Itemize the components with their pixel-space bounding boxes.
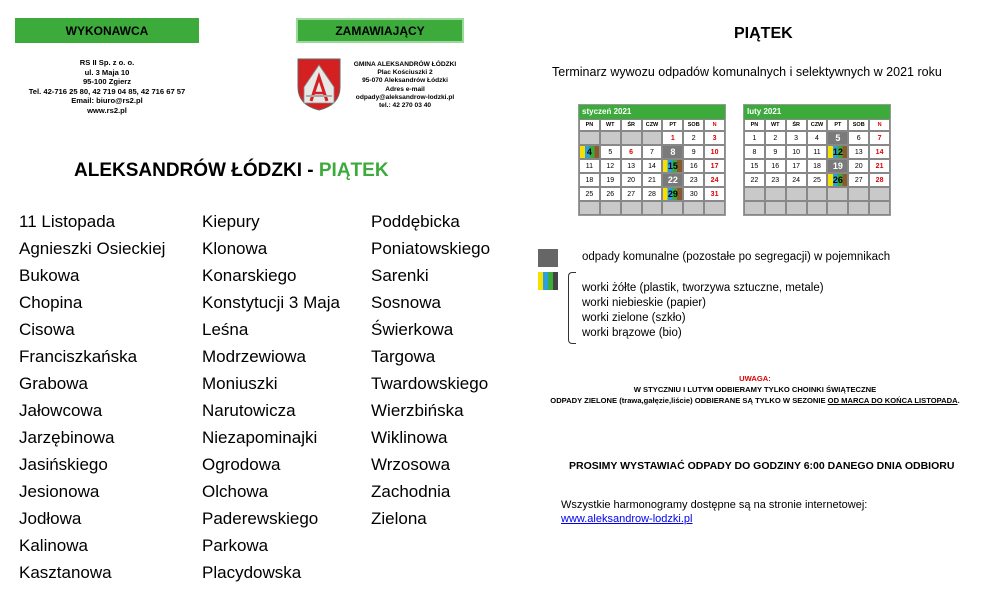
calendar-day-cell: 1 [662, 131, 683, 145]
calendar-day-cell: 13 [848, 145, 869, 159]
calendar-day-name: SOB [683, 119, 704, 131]
calendar-empty-cell [579, 201, 600, 215]
page-title [74, 160, 389, 182]
legend-bags-swatch [538, 272, 558, 290]
street-name: Agnieszki Osieckiej [19, 239, 166, 258]
client-line: 95-070 Aleksandrów Łódzki [362, 77, 448, 85]
client-line: Plac Kościuszki 2 [377, 69, 433, 77]
legend-bag-brown: worki brązowe (bio) [582, 327, 682, 339]
calendar-day-name: PT [827, 119, 848, 131]
calendar-empty-cell [642, 201, 663, 215]
calendar-day-cell: 18 [807, 159, 828, 173]
street-name: Wrzosowa [371, 455, 451, 474]
street-name: Zielona [371, 509, 427, 528]
calendar-day-cell: 29 [662, 187, 683, 201]
calendar-day-cell: 22 [662, 173, 683, 187]
calendar-day-cell: 12 [827, 145, 848, 159]
calendar-day-cell: 14 [642, 159, 663, 173]
calendar-day-cell: 18 [579, 173, 600, 187]
calendar-empty-cell [642, 131, 663, 145]
street-name: Targowa [371, 347, 436, 366]
calendar-day-name: ŚR [621, 119, 642, 131]
calendar-month-name: luty 2021 [744, 105, 890, 119]
calendar-day-cell: 6 [621, 145, 642, 159]
title-day: PIĄTEK [318, 160, 389, 181]
notice-line-2 [520, 395, 990, 406]
contractor-line: Tel. 42-716 25 80, 42 719 04 85, 42 716 67 57 [28, 86, 186, 96]
calendar-day-cell: 17 [704, 159, 725, 173]
contractor-line: RS II Sp. z o. o. [79, 58, 135, 67]
calendar-empty-cell [621, 131, 642, 145]
calendar-day-cell: 28 [642, 187, 663, 201]
street-name: Paderewskiego [202, 509, 319, 528]
legend-bags-list [582, 281, 824, 341]
calendar-day-cell: 20 [621, 173, 642, 187]
contractor-label: WYKONAWCA [15, 18, 199, 43]
street-name: Jarzębinowa [19, 428, 115, 447]
calendar-empty-cell [869, 187, 890, 201]
calendar-day-cell: 3 [704, 131, 725, 145]
calendar-day-cell: 27 [621, 187, 642, 201]
street-name: Twardowskiego [371, 374, 489, 393]
calendar-day-name: SOB [848, 119, 869, 131]
calendar-day-cell: 9 [683, 145, 704, 159]
calendar-empty-cell [848, 201, 869, 215]
calendar-month-name: styczeń 2021 [579, 105, 725, 119]
contractor-line: Email: biuro@rs2.pl [71, 96, 143, 106]
calendar-day-cell: 25 [579, 187, 600, 201]
notice-line-2b: OD MARCA DO KOŃCA LISTOPADA [827, 396, 958, 405]
calendar-january [578, 104, 726, 216]
coat-of-arms-icon [296, 57, 342, 111]
street-name: Moniuszki [202, 374, 278, 393]
calendar-day-cell: 23 [765, 173, 786, 187]
street-name: Konstytucji 3 Maja [202, 293, 340, 312]
calendar-day-cell: 28 [869, 173, 890, 187]
notice-line-2c: . [957, 396, 960, 405]
street-name: Konarskiego [202, 266, 297, 285]
calendar-day-name: PT [662, 119, 683, 131]
calendar-day-name: ŚR [786, 119, 807, 131]
schedule-day-heading: PIĄTEK [734, 25, 793, 42]
street-name: Jasińskiego [19, 455, 108, 474]
calendar-day-cell: 21 [869, 159, 890, 173]
calendar-day-cell: 4 [807, 131, 828, 145]
calendar-day-cell: 7 [869, 131, 890, 145]
collection-time-notice: PROSIMY WYSTAWIAĆ ODPADY DO GODZINY 6:00 DANEGO DNIA ODBIORU [569, 460, 955, 472]
legend-brace [568, 272, 576, 344]
street-name: Klonowa [202, 239, 268, 258]
street-name: Poniatowskiego [371, 239, 491, 258]
street-name: Świerkowa [371, 320, 454, 339]
calendar-day-cell: 1 [744, 131, 765, 145]
client-line: Adres e-mail [385, 85, 425, 93]
calendar-day-cell: 16 [683, 159, 704, 173]
calendar-grid [744, 119, 890, 215]
street-name: Sosnowa [371, 293, 441, 312]
calendar-empty-cell [807, 187, 828, 201]
calendar-day-name: WT [600, 119, 621, 131]
client-label: ZAMAWIAJĄCY [296, 18, 464, 43]
calendar-day-cell: 9 [765, 145, 786, 159]
calendar-day-cell: 11 [807, 145, 828, 159]
calendar-day-name: PN [744, 119, 765, 131]
calendar-empty-cell [600, 131, 621, 145]
calendar-day-cell: 10 [704, 145, 725, 159]
street-name: Ogrodowa [202, 455, 281, 474]
calendar-empty-cell [765, 187, 786, 201]
calendar-day-cell: 24 [704, 173, 725, 187]
calendar-day-cell: 21 [642, 173, 663, 187]
client-info [342, 61, 468, 110]
calendar-day-name: N [869, 119, 890, 131]
calendar-day-name: PN [579, 119, 600, 131]
contractor-line: ul. 3 Maja 10 [84, 67, 130, 77]
calendar-day-name: CZW [642, 119, 663, 131]
calendar-day-cell: 14 [869, 145, 890, 159]
calendar-day-cell: 3 [786, 131, 807, 145]
street-name: Wierzbińska [371, 401, 464, 420]
calendar-day-cell: 2 [765, 131, 786, 145]
calendar-day-name: N [704, 119, 725, 131]
calendar-empty-cell [786, 187, 807, 201]
street-list-col-1 [19, 208, 165, 586]
street-name: Kiepury [202, 212, 260, 231]
calendar-day-cell: 16 [765, 159, 786, 173]
street-name: Kasztanowa [19, 563, 112, 582]
client-line: tel.: 42 270 03 40 [378, 102, 432, 110]
street-name: Poddębicka [371, 212, 460, 231]
calendar-day-cell: 26 [827, 173, 848, 187]
calendar-day-cell: 24 [786, 173, 807, 187]
all-schedules-text: Wszystkie harmonogramy dostępne są na stronie internetowej: [561, 499, 868, 511]
contractor-info [10, 58, 204, 116]
client-line: odpady@aleksandrow-lodzki.pl [355, 93, 455, 101]
street-list-col-3 [371, 208, 490, 532]
client-line: GMINA ALEKSANDRÓW ŁÓDZKI [353, 61, 457, 68]
calendar-day-cell: 27 [848, 173, 869, 187]
street-list-col-2 [202, 208, 340, 586]
legend-bag-yellow: worki żółte (plastik, tworzywa sztuczne, metale) [582, 282, 824, 294]
calendar-day-cell: 25 [807, 173, 828, 187]
street-name: 11 Listopada [19, 212, 116, 231]
calendar-day-cell: 26 [600, 187, 621, 201]
calendar-day-cell: 12 [600, 159, 621, 173]
calendar-day-cell: 31 [704, 187, 725, 201]
street-name: Parkowa [202, 536, 269, 555]
street-name: Sarenki [371, 266, 429, 285]
calendar-day-cell: 13 [621, 159, 642, 173]
calendar-empty-cell [869, 201, 890, 215]
calendar-day-cell: 8 [744, 145, 765, 159]
notice-warning: UWAGA: [739, 374, 771, 383]
street-name: Kalinowa [19, 536, 88, 555]
street-name: Grabowa [19, 374, 88, 393]
calendar-empty-cell [744, 187, 765, 201]
calendar-day-cell: 4 [579, 145, 600, 159]
calendar-empty-cell [744, 201, 765, 215]
calendar-empty-cell [786, 201, 807, 215]
calendar-empty-cell [807, 201, 828, 215]
schedule-subtitle: Terminarz wywozu odpadów komunalnych i selektywnych w 2021 roku [552, 65, 942, 79]
calendar-day-cell: 19 [827, 159, 848, 173]
calendar-empty-cell [662, 201, 683, 215]
street-name: Niezapominajki [202, 428, 318, 447]
street-name: Jesionowa [19, 482, 100, 501]
calendar-day-cell: 5 [600, 145, 621, 159]
calendar-day-cell: 30 [683, 187, 704, 201]
calendar-empty-cell [600, 201, 621, 215]
calendar-empty-cell [621, 201, 642, 215]
website-link[interactable]: www.aleksandrow-lodzki.pl [561, 513, 693, 525]
calendar-empty-cell [827, 201, 848, 215]
street-name: Jałowcowa [19, 401, 103, 420]
notice-line-2a: ODPADY ZIELONE (trawa,gałęzie,liście) ODBIERANE SĄ TYLKO W SEZONIE [550, 396, 828, 405]
calendar-day-cell: 8 [662, 145, 683, 159]
contractor-line: www.rs2.pl [87, 105, 127, 115]
legend-mixed-label: odpady komunalne (pozostałe po segregacji) w pojemnikach [582, 251, 891, 263]
calendar-day-cell: 17 [786, 159, 807, 173]
street-name: Franciszkańska [19, 347, 138, 366]
street-name: Wiklinowa [371, 428, 448, 447]
street-name: Chopina [19, 293, 83, 312]
calendar-empty-cell [827, 187, 848, 201]
calendar-day-cell: 7 [642, 145, 663, 159]
legend-mixed-swatch [538, 249, 558, 267]
calendar-empty-cell [683, 201, 704, 215]
calendar-day-cell: 15 [662, 159, 683, 173]
calendar-day-name: CZW [807, 119, 828, 131]
calendar-empty-cell [579, 131, 600, 145]
calendar-empty-cell [704, 201, 725, 215]
calendar-day-cell: 15 [744, 159, 765, 173]
street-name: Narutowicza [202, 401, 296, 420]
title-town: ALEKSANDRÓW ŁÓDZKI - [74, 160, 319, 181]
calendar-day-cell: 19 [600, 173, 621, 187]
street-name: Modrzewiowa [202, 347, 306, 366]
street-name: Leśna [202, 320, 249, 339]
notice-line-1: W STYCZNIU I LUTYM ODBIERAMY TYLKO CHOINKI ŚWIĄTECZNE [633, 385, 877, 394]
street-name: Olchowa [202, 482, 269, 501]
legend-bag-blue: worki niebieskie (papier) [582, 297, 706, 309]
calendar-day-name: WT [765, 119, 786, 131]
street-name: Jodłowa [19, 509, 82, 528]
calendar-grid [579, 119, 725, 215]
street-name: Zachodnia [371, 482, 451, 501]
calendar-empty-cell [848, 187, 869, 201]
street-name: Cisowa [19, 320, 75, 339]
calendar-day-cell: 11 [579, 159, 600, 173]
calendar-day-cell: 23 [683, 173, 704, 187]
contractor-line: 95-100 Zgierz [82, 77, 132, 87]
calendar-day-cell: 20 [848, 159, 869, 173]
calendar-day-cell: 2 [683, 131, 704, 145]
calendar-day-cell: 5 [827, 131, 848, 145]
calendar-february [743, 104, 891, 216]
calendar-empty-cell [765, 201, 786, 215]
calendar-day-cell: 6 [848, 131, 869, 145]
calendar-day-cell: 10 [786, 145, 807, 159]
legend-bag-green: worki zielone (szkło) [582, 312, 686, 324]
street-name: Placydowska [202, 563, 302, 582]
notice [520, 373, 990, 406]
street-name: Bukowa [19, 266, 80, 285]
calendar-day-cell: 22 [744, 173, 765, 187]
